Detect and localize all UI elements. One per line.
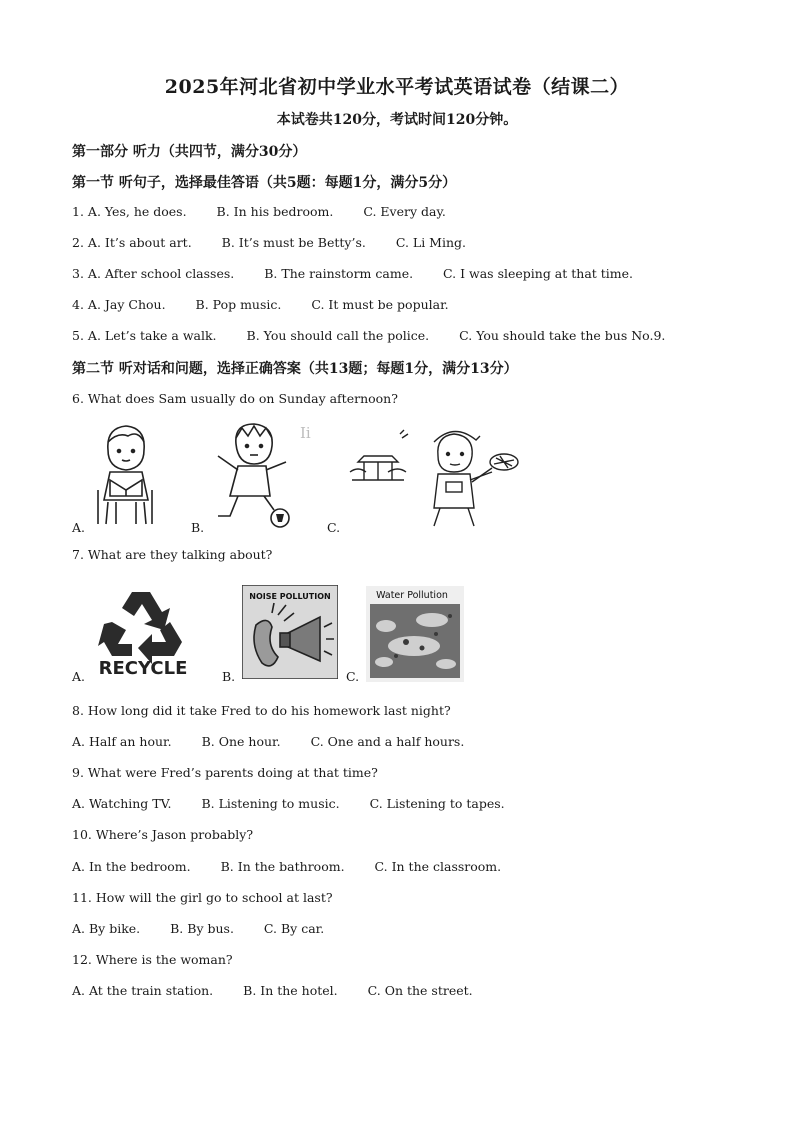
option-c: C. It must be popular.	[311, 297, 449, 312]
option-a: A. After school classes.	[87, 266, 235, 281]
boy-catching-butterflies-picture	[344, 422, 524, 532]
exam-info: 本试卷共120分，考试时间120分钟。	[276, 112, 518, 128]
q6-label-c: C.	[327, 520, 341, 535]
question-10-options	[72, 859, 527, 874]
q6-label-b: B.	[191, 520, 205, 535]
question-2	[72, 235, 492, 250]
question-9: 9. What were Fred’s parents doing at that time?	[72, 765, 378, 780]
option-a: A. In the bedroom.	[72, 859, 191, 874]
noise-pollution-picture	[242, 585, 338, 679]
question-3	[72, 266, 659, 281]
question-8-options	[72, 734, 490, 749]
boy-reading-picture	[88, 420, 158, 530]
option-a: A. Watching TV.	[72, 796, 172, 811]
q7-label-b: B.	[222, 669, 236, 684]
bleed-through-text: Ii	[300, 424, 311, 442]
question-number: 2.	[72, 235, 84, 250]
question-8: 8. How long did it take Fred to do his homework last night?	[72, 703, 451, 718]
question-12: 12. Where is the woman?	[72, 952, 233, 967]
option: 1.	[72, 204, 84, 219]
option-b: B. In the bathroom.	[220, 859, 345, 874]
boy-playing-soccer-picture	[208, 418, 298, 530]
question-number: 4.	[72, 297, 84, 312]
question-10: 10. Where’s Jason probably?	[72, 827, 254, 842]
option-a: A. At the train station.	[72, 983, 214, 998]
option-c: C. One and a half hours.	[310, 734, 465, 749]
q6-label-a: A.	[72, 520, 86, 535]
option-b: B. You should call the police.	[246, 328, 430, 343]
option-b: B. In his bedroom.	[216, 204, 334, 219]
question-number: 5.	[72, 328, 84, 343]
question-number: 3.	[72, 266, 84, 281]
option-c: C. Every day.	[363, 204, 446, 219]
question-6: 6. What does Sam usually do on Sunday afternoon?	[72, 391, 398, 406]
noise-title: NOISE POLLUTION	[249, 592, 331, 601]
question-1	[72, 204, 472, 219]
section2-heading: 第二节 听对话和问题，选择正确答案（共13题；每题1分，满分13分）	[72, 361, 518, 377]
option-c: C. In the classroom.	[374, 859, 502, 874]
question-12-options	[72, 983, 499, 998]
page-title: 2025年河北省初中学业水平考试英语试卷（结课二）	[164, 76, 630, 98]
section1-heading: 第一节 听句子，选择最佳答语（共5题：每题1分，满分5分）	[72, 175, 457, 191]
option-c: C. You should take the bus No.9.	[459, 328, 666, 343]
option-c: C. Listening to tapes.	[369, 796, 505, 811]
option-c: C. By car.	[263, 921, 325, 936]
option-a: A. By bike.	[72, 921, 141, 936]
part-heading: 第一部分 听力（共四节，满分30分）	[72, 144, 307, 160]
option-b: B. By bus.	[170, 921, 234, 936]
recycle-text: RECYCLE	[98, 658, 188, 678]
question-11: 11. How will the girl go to school at last?	[72, 890, 333, 905]
option-a: A. Yes, he does.	[87, 204, 187, 219]
option-b: B. Pop music.	[195, 297, 282, 312]
option-b: B. Listening to music.	[201, 796, 340, 811]
option-b: B. The rainstorm came.	[264, 266, 414, 281]
option-c: C. On the street.	[367, 983, 473, 998]
question-5	[72, 328, 691, 343]
question-9-options	[72, 796, 531, 811]
option-a: A. It’s about art.	[87, 235, 192, 250]
option-b: B. It’s must be Betty’s.	[221, 235, 366, 250]
question-7: 7. What are they talking about?	[72, 547, 273, 562]
question-4	[72, 297, 475, 312]
q7-label-a: A.	[72, 669, 86, 684]
option-a: A. Let’s take a walk.	[87, 328, 217, 343]
water-title: Water Pollution	[376, 590, 448, 601]
water-pollution-picture	[366, 586, 464, 682]
option-b: B. One hour.	[201, 734, 281, 749]
option-a: A. Jay Chou.	[87, 297, 166, 312]
recycle-picture	[92, 586, 194, 678]
question-11-options	[72, 921, 350, 936]
option-c: C. I was sleeping at that time.	[443, 266, 634, 281]
q7-label-c: C.	[346, 669, 360, 684]
option-b: B. In the hotel.	[243, 983, 338, 998]
option-c: C. Li Ming.	[395, 235, 467, 250]
option-a: A. Half an hour.	[72, 734, 172, 749]
